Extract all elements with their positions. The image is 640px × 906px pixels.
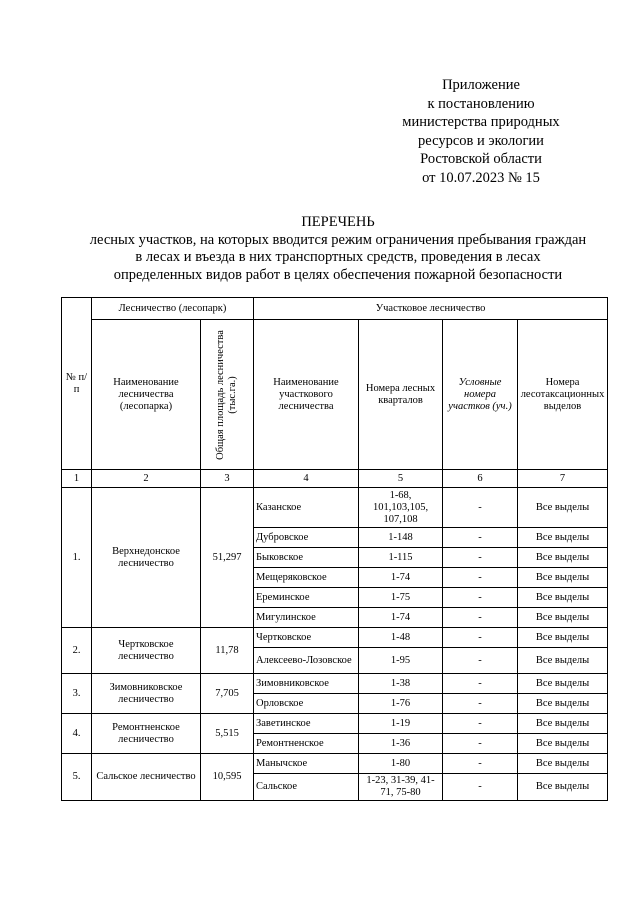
allotments: Все выделы xyxy=(518,588,608,608)
forestry-area: 51,297 xyxy=(201,488,254,628)
title-line: лесных участков, на которых вводится режим ограничения пребывания граждан xyxy=(89,231,587,248)
forestry-area: 5,515 xyxy=(201,714,254,754)
column-number: 6 xyxy=(443,470,518,488)
table-body xyxy=(62,298,608,801)
plots: - xyxy=(443,608,518,628)
forestry-name: Сальское лесничество xyxy=(92,754,201,801)
document-title xyxy=(62,214,614,284)
district-name: Алексеево-Лозовское xyxy=(254,648,359,674)
district-name: Орловское xyxy=(254,694,359,714)
quarters: 1-80 xyxy=(359,754,443,774)
forestry-name: Зимовниковское лесничество xyxy=(92,674,201,714)
quarters: 1-74 xyxy=(359,568,443,588)
allotments: Все выделы xyxy=(518,774,608,801)
row-num: 4. xyxy=(62,714,92,754)
title-line: в лесах и въезда в них транспортных средств, проведения в лесах xyxy=(135,249,541,265)
title-line: определенных видов работ в целях обеспечения пожарной безопасности xyxy=(113,266,563,283)
plots: - xyxy=(443,694,518,714)
district-name: Чертковское xyxy=(254,628,359,648)
forestry-area: 11,78 xyxy=(201,628,254,674)
appendix-line: ресурсов и экологии xyxy=(418,132,544,149)
allotments: Все выделы xyxy=(518,568,608,588)
quarters: 1-36 xyxy=(359,734,443,754)
column-number: 4 xyxy=(254,470,359,488)
allotments: Все выделы xyxy=(518,694,608,714)
quarters: 1-115 xyxy=(359,548,443,568)
header-quarters: Номера лесных кварталов xyxy=(359,320,443,470)
quarters: 1-23, 31-39, 41-71, 75-80 xyxy=(359,774,443,801)
appendix-line: Приложение xyxy=(442,77,520,93)
appendix-line: Ростовской области xyxy=(420,151,542,167)
plots: - xyxy=(443,588,518,608)
header-num: № п/п xyxy=(62,298,92,470)
district-name: Ремонтненское xyxy=(254,734,359,754)
forestry-name: Чертковское лесничество xyxy=(92,628,201,674)
allotments: Все выделы xyxy=(518,648,608,674)
district-name: Манычское xyxy=(254,754,359,774)
allotments: Все выделы xyxy=(518,734,608,754)
header-district-group: Участковое лесничество xyxy=(254,298,608,320)
plots: - xyxy=(443,488,518,528)
allotments: Все выделы xyxy=(518,488,608,528)
district-name: Дубровское xyxy=(254,528,359,548)
forestry-name: Верхнедонское лесничество xyxy=(92,488,201,628)
district-name: Мигулинское xyxy=(254,608,359,628)
quarters: 1-74 xyxy=(359,608,443,628)
forestry-area: 7,705 xyxy=(201,674,254,714)
column-number: 3 xyxy=(201,470,254,488)
appendix-line: министерства природных xyxy=(402,114,560,130)
quarters: 1-38 xyxy=(359,674,443,694)
quarters: 1-75 xyxy=(359,588,443,608)
header-district-name: Наименование участкового лесничества xyxy=(254,320,359,470)
row-num: 5. xyxy=(62,754,92,801)
row-num: 3. xyxy=(62,674,92,714)
table-row xyxy=(62,714,608,734)
allotments: Все выделы xyxy=(518,548,608,568)
allotments: Все выделы xyxy=(518,754,608,774)
plots: - xyxy=(443,568,518,588)
quarters: 1-76 xyxy=(359,694,443,714)
allotments: Все выделы xyxy=(518,628,608,648)
plots: - xyxy=(443,528,518,548)
column-number: 7 xyxy=(518,470,608,488)
row-num: 2. xyxy=(62,628,92,674)
header-forestry-name: Наименование лесничества (лесопарка) xyxy=(92,320,201,470)
quarters: 1-148 xyxy=(359,528,443,548)
appendix-block xyxy=(386,76,576,187)
table-row xyxy=(62,628,608,648)
header-plots: Условные номера участков (уч.) xyxy=(443,320,518,470)
plots: - xyxy=(443,714,518,734)
appendix-line: к постановлению xyxy=(427,95,535,112)
district-name: Ереминское xyxy=(254,588,359,608)
plots: - xyxy=(443,774,518,801)
plots: - xyxy=(443,628,518,648)
forestry-area: 10,595 xyxy=(201,754,254,801)
district-name: Сальское xyxy=(254,774,359,801)
quarters: 1-19 xyxy=(359,714,443,734)
forest-plots-table xyxy=(61,297,608,801)
title-heading: ПЕРЕЧЕНЬ xyxy=(301,214,375,230)
header-area: Общая площадь лесничества (тыс.га.) xyxy=(215,329,238,460)
header-area-cell xyxy=(201,320,254,470)
quarters: 1-48 xyxy=(359,628,443,648)
district-name: Заветинское xyxy=(254,714,359,734)
district-name: Казанское xyxy=(254,488,359,528)
column-number: 2 xyxy=(92,470,201,488)
quarters: 1-68, 101,103,105, 107,108 xyxy=(359,488,443,528)
plots: - xyxy=(443,734,518,754)
allotments: Все выделы xyxy=(518,528,608,548)
column-number: 5 xyxy=(359,470,443,488)
table-row xyxy=(62,754,608,774)
table-row xyxy=(62,674,608,694)
allotments: Все выделы xyxy=(518,714,608,734)
plots: - xyxy=(443,754,518,774)
district-name: Мещеряковское xyxy=(254,568,359,588)
appendix-line: от 10.07.2023 № 15 xyxy=(422,169,540,186)
allotments: Все выделы xyxy=(518,608,608,628)
quarters: 1-95 xyxy=(359,648,443,674)
district-name: Зимовниковское xyxy=(254,674,359,694)
plots: - xyxy=(443,674,518,694)
district-name: Быковское xyxy=(254,548,359,568)
header-forestry-group: Лесничество (лесопарк) xyxy=(92,298,254,320)
table-row xyxy=(62,488,608,528)
row-num: 1. xyxy=(62,488,92,628)
header-allotments: Номера лесотаксационных выделов xyxy=(518,320,608,470)
column-numbers-row xyxy=(62,470,608,488)
column-number: 1 xyxy=(62,470,92,488)
plots: - xyxy=(443,548,518,568)
plots: - xyxy=(443,648,518,674)
forestry-name: Ремонтненское лесничество xyxy=(92,714,201,754)
allotments: Все выделы xyxy=(518,674,608,694)
